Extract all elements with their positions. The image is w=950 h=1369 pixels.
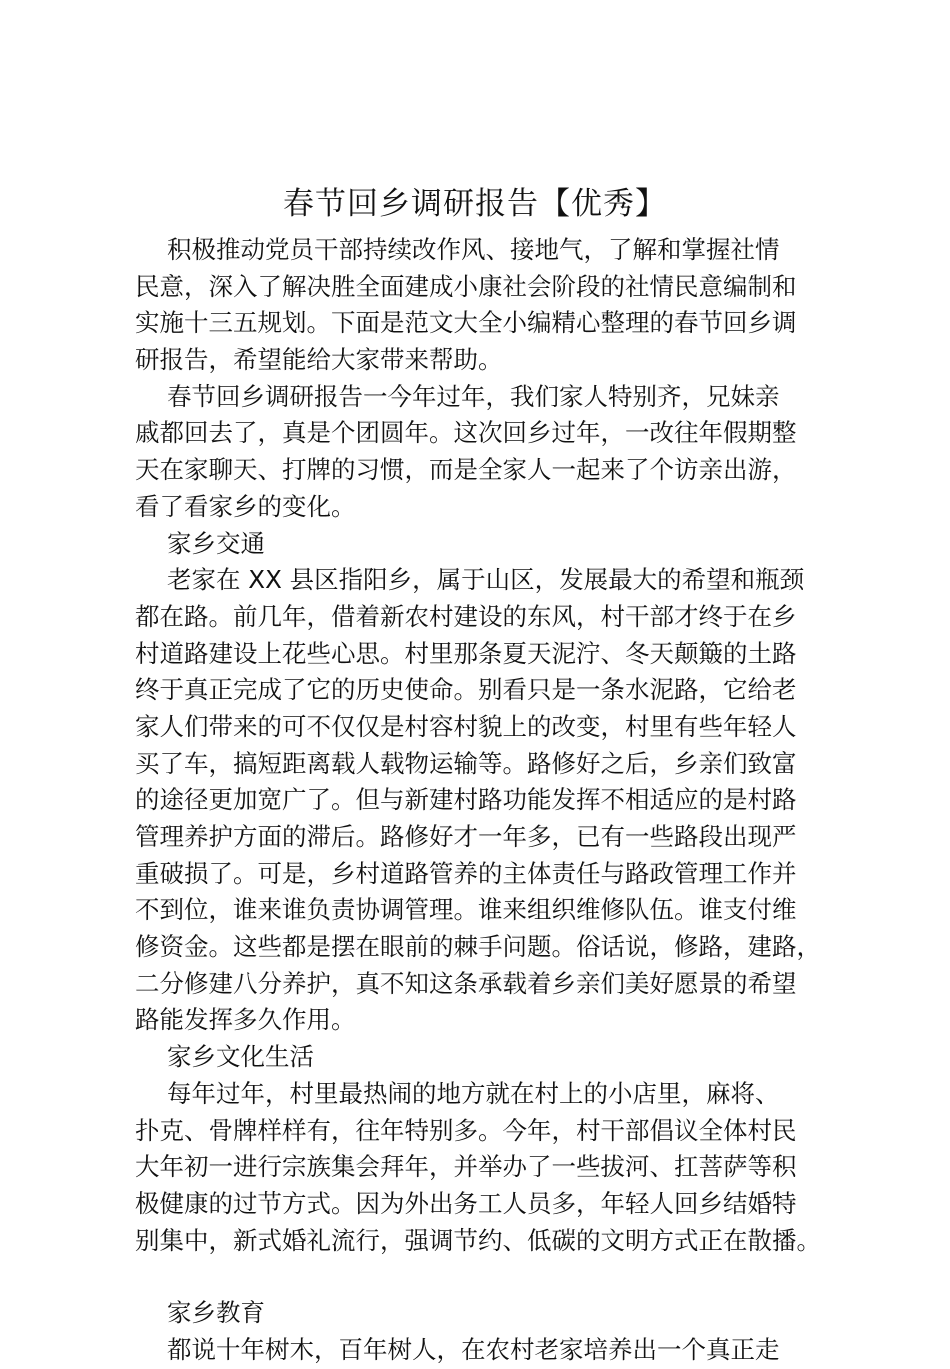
- section-heading: 家乡教育: [167, 1298, 265, 1328]
- document-body: [135, 232, 875, 1369]
- paragraph-line: 戚都回去了，真是个团圆年。这次回乡过年，一改往年假期整: [135, 418, 797, 448]
- paragraph-line: 都在路。前几年，借着新农村建设的东风，村干部才终于在乡: [135, 601, 797, 631]
- paragraph-line: 扑克、骨牌样样有，往年特别多。今年，村干部倡议全体村民: [135, 1115, 797, 1145]
- paragraph-line: 积极推动党员干部持续改作风、接地气，了解和掌握社情: [167, 235, 780, 264]
- paragraph-line: 每年过年，村里最热闹的地方就在村上的小店里，麻将、: [167, 1078, 780, 1108]
- paragraph-line: 重破损了。可是，乡村道路管养的主体责任与路政管理工作并: [135, 858, 797, 888]
- paragraph-line: 管理养护方面的滞后。路修好才一年多，已有一些路段出现严: [135, 822, 797, 851]
- paragraph-line: 实施十三五规划。下面是范文大全小编精心整理的春节回乡调: [135, 308, 797, 338]
- paragraph-line: 的途径更加宽广了。但与新建村路功能发挥不相适应的是村路: [135, 785, 797, 815]
- paragraph-line: 都说十年树木，百年树人，在农村老家培养出一个真正走: [167, 1334, 780, 1364]
- section-heading: 家乡文化生活: [167, 1042, 314, 1072]
- paragraph-line: 路能发挥多久作用。: [135, 1005, 356, 1035]
- section-heading: 家乡交通: [167, 528, 265, 558]
- paragraph-line: 村道路建设上花些心思。村里那条夏天泥泞、冬天颠簸的土路: [135, 638, 797, 668]
- paragraph-line: 二分修建八分养护，真不知这条承载着乡亲们美好愿景的希望: [135, 968, 797, 998]
- paragraph-line: 看了看家乡的变化。: [135, 491, 356, 521]
- paragraph-line: 春节回乡调研报告一今年过年，我们家人特别齐，兄妹亲: [167, 381, 780, 411]
- paragraph-line: 天在家聊天、打牌的习惯，而是全家人一起来了个访亲出游，: [135, 455, 797, 485]
- paragraph-line: 大年初一进行宗族集会拜年，并举办了一些拔河、扛菩萨等积: [135, 1152, 797, 1182]
- document-title: 春节回乡调研报告【优秀】: [283, 186, 667, 222]
- paragraph-line: 民意，深入了解决胜全面建成小康社会阶段的社情民意编制和: [135, 271, 797, 301]
- paragraph-line: 不到位，谁来谁负责协调管理。谁来组织维修队伍。谁支付维: [135, 895, 797, 925]
- paragraph-line: 老家在 XX 县区指阳乡，属于山区，发展最大的希望和瓶颈: [167, 565, 805, 595]
- paragraph-line: 别集中，新式婚礼流行，强调节约、低碳的文明方式正在散播。: [135, 1225, 821, 1255]
- paragraph-line: 买了车，搞短距离载人载物运输等。路修好之后，乡亲们致富: [135, 748, 797, 778]
- paragraph-gap: [135, 1259, 875, 1295]
- paragraph-line: 修资金。这些都是摆在眼前的棘手问题。俗话说，修路，建路，: [135, 932, 821, 962]
- paragraph-line: 家人们带来的可不仅仅是村容村貌上的改变，村里有些年轻人: [135, 711, 797, 741]
- paragraph-line: 极健康的过节方式。因为外出务工人员多，年轻人回乡结婚特: [135, 1188, 797, 1218]
- paragraph-line: 终于真正完成了它的历史使命。别看只是一条水泥路，它给老: [135, 675, 797, 705]
- paragraph-line: 研报告，希望能给大家带来帮助。: [135, 345, 503, 375]
